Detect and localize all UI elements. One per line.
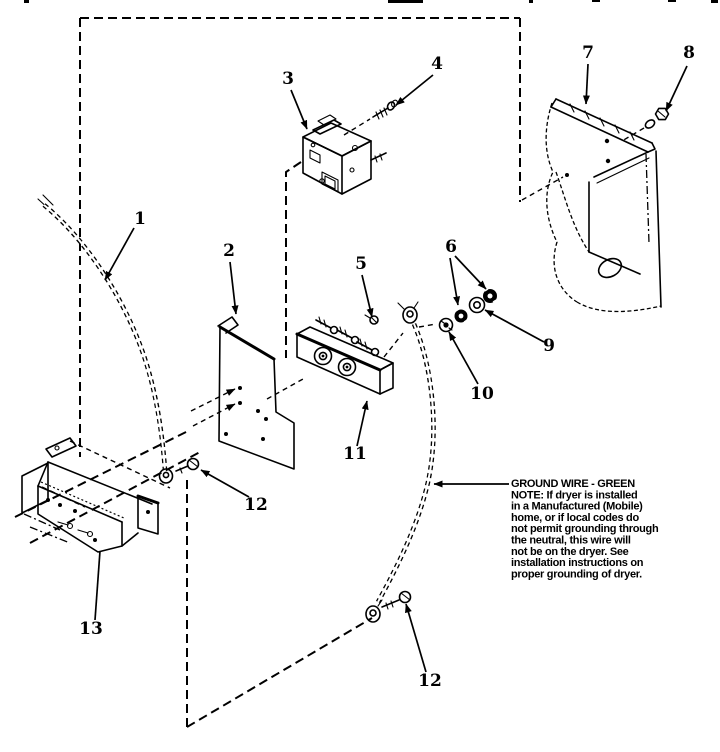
bolt-8 bbox=[644, 108, 669, 129]
top-edge-print-fragments bbox=[24, 0, 718, 3]
ground-wire-note bbox=[511, 478, 659, 580]
callout-4: 4 bbox=[431, 54, 443, 74]
ring-terminal-upper bbox=[398, 302, 418, 323]
washer-9 bbox=[470, 298, 485, 313]
note-line-5: not permit grounding through bbox=[511, 523, 659, 536]
wire-1 bbox=[38, 195, 165, 470]
exploded-axis-lines bbox=[191, 119, 644, 426]
washer-10 bbox=[440, 319, 453, 332]
nut-6b bbox=[483, 289, 497, 303]
callout-10: 10 bbox=[470, 384, 494, 404]
ring-terminal-wire-1 bbox=[160, 469, 173, 483]
mounting-plate-2 bbox=[218, 317, 294, 469]
note-line-7: not be on the dryer. See bbox=[511, 545, 629, 558]
note-line-2: NOTE: If dryer is installed bbox=[511, 489, 638, 502]
note-line-3: in a Manufactured (Mobile) bbox=[511, 500, 643, 513]
note-line-8: installation instructions on bbox=[511, 557, 644, 570]
screw-12-upper bbox=[176, 459, 199, 474]
note-line-1: GROUND WIRE - GREEN bbox=[511, 478, 635, 490]
callout-7: 7 bbox=[582, 43, 594, 63]
rear-panel-7 bbox=[546, 99, 661, 312]
nut-6a bbox=[455, 309, 468, 323]
callout-12-upper: 12 bbox=[244, 495, 268, 515]
screw-4 bbox=[373, 99, 399, 119]
note-line-9: proper grounding of dryer. bbox=[511, 568, 642, 581]
callout-12-lower: 12 bbox=[418, 671, 442, 691]
callout-9: 9 bbox=[543, 336, 555, 356]
note-line-6: the neutral, this wire will bbox=[511, 534, 631, 547]
switch-hidden-line bbox=[286, 162, 301, 358]
callout-5: 5 bbox=[355, 254, 367, 274]
note-line-4: home, or if local codes do bbox=[511, 511, 639, 524]
terminal-block-screws-5 bbox=[316, 315, 379, 356]
ring-terminal-lower bbox=[366, 600, 382, 622]
callout-6: 6 bbox=[445, 237, 457, 257]
callout-1: 1 bbox=[134, 209, 146, 229]
callout-11: 11 bbox=[343, 444, 367, 464]
terminal-block-11 bbox=[297, 327, 393, 394]
callout-2: 2 bbox=[223, 241, 235, 261]
callout-13: 13 bbox=[79, 619, 103, 639]
callout-8: 8 bbox=[683, 43, 695, 63]
callout-3: 3 bbox=[282, 69, 294, 89]
switch-3 bbox=[303, 115, 386, 194]
bracket-13 bbox=[22, 438, 158, 552]
